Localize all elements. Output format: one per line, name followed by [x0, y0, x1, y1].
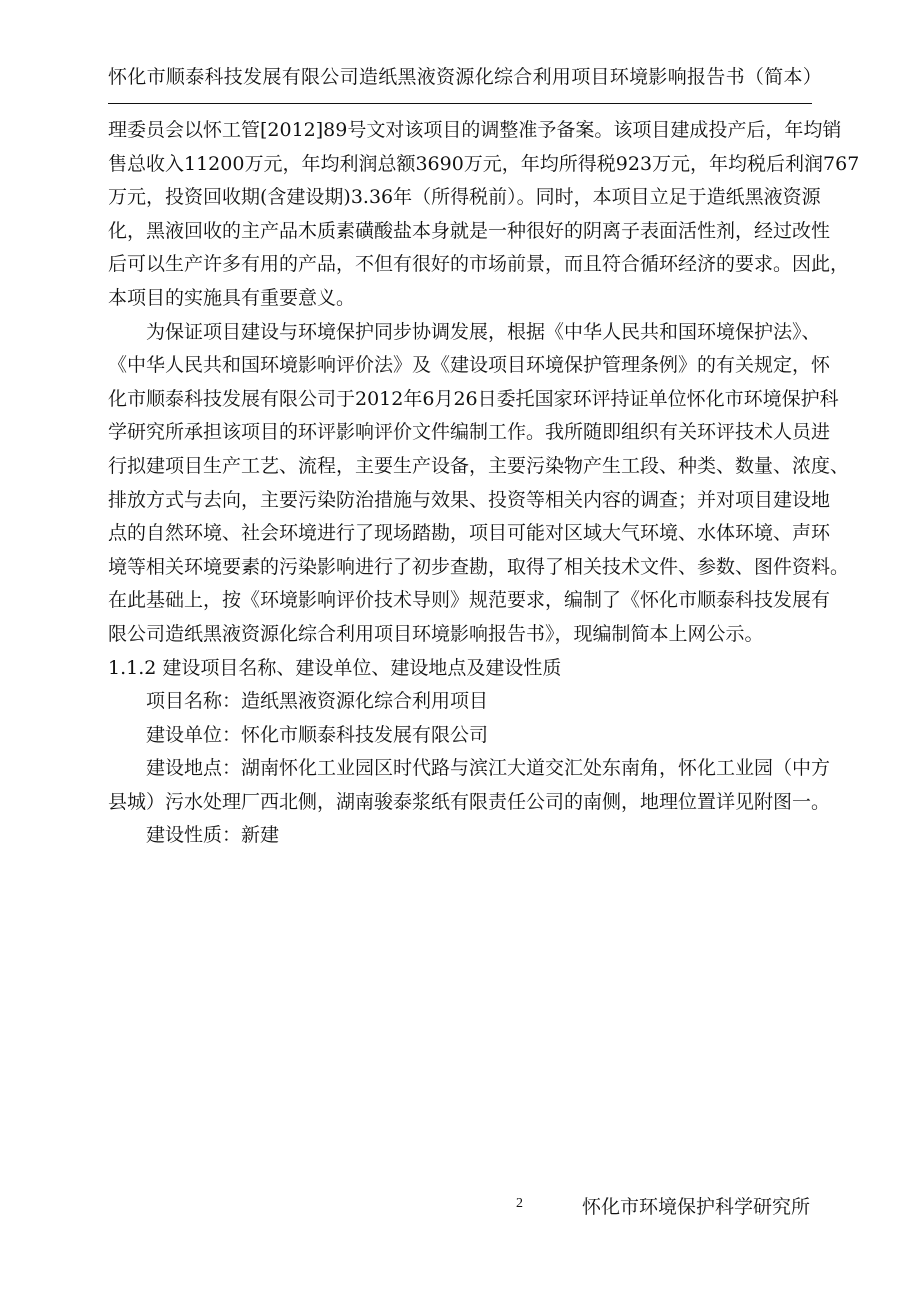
construction-nature: 建设性质：新建: [146, 824, 280, 847]
text-line: 排放方式与去向，主要污染防治措施与效果、投资等相关内容的调查；并对项目建设地: [108, 488, 831, 511]
text-line: 在此基础上，按《环境影响评价技术导则》规范要求，编制了《怀化市顺泰科技发展有: [108, 589, 831, 612]
text-line: 建设地点：湖南怀化工业园区时代路与滨江大道交汇处东南角，怀化工业园（中方: [146, 757, 831, 780]
text-line: 理委员会以怀工管[2012]89号文对该项目的调整准予备案。该项目建成投产后，年均销: [108, 119, 842, 141]
construction-unit: 建设单位：怀化市顺泰科技发展有限公司: [146, 723, 489, 746]
paragraph-eia-commission: [108, 316, 850, 652]
text-line: 为保证项目建设与环境保护同步协调发展，根据《中华人民共和国环境保护法》、: [146, 320, 821, 343]
text-line: 售总收入11200万元，年均利润总额3690万元，年均所得税923万元，年均税后利润767: [108, 152, 860, 175]
text-line: 化市顺泰科技发展有限公司于2012年6月26日委托国家环评持证单位怀化市环境保护科: [108, 387, 839, 410]
text-line: 《中华人民共和国环境影响评价法》及《建设项目环境保护管理条例》的有关规定，怀: [108, 354, 831, 377]
project-name: 项目名称：造纸黑液资源化综合利用项目: [146, 690, 489, 713]
text-line: 县城）污水处理厂西北侧，湖南骏泰浆纸有限责任公司的南侧，地理位置详见附图一。: [108, 790, 831, 813]
header-divider: [108, 103, 812, 104]
document-body: [108, 114, 860, 853]
page-number: 2: [516, 1196, 523, 1211]
paragraph-project-approval: [108, 114, 860, 316]
construction-location: [108, 752, 831, 819]
text-line: 点的自然环境、社会环境进行了现场踏勘，项目可能对区域大气环境、水体环境、声环: [108, 522, 831, 545]
text-line: 境等相关环境要素的污染影响进行了初步查勘，取得了相关技术文件、参数、图件资料。: [108, 555, 850, 578]
page-header-title: 怀化市顺泰科技发展有限公司造纸黑液资源化综合利用项目环境影响报告书（简本）: [108, 66, 823, 88]
text-line: 行拟建项目生产工艺、流程，主要生产设备，主要污染物产生工段、种类、数量、浓度、: [108, 454, 850, 477]
text-line: 后可以生产许多有用的产品，不但有很好的市场前景，而且符合循环经济的要求。因此，: [108, 253, 850, 276]
footer-organization: 怀化市环境保护科学研究所: [582, 1196, 811, 1218]
text-line: 限公司造纸黑液资源化综合利用项目环境影响报告书》，现编制简本上网公示。: [108, 622, 764, 645]
section-heading: 1.1.2 建设项目名称、建设单位、建设地点及建设性质: [108, 656, 562, 679]
text-line: 学研究所承担该项目的环评影响评价文件编制工作。我所随即组织有关环评技术人员进: [108, 421, 831, 444]
text-line: 万元，投资回收期(含建设期)3.36年（所得税前）。同时，本项目立足于造纸黑液资源: [108, 186, 821, 209]
text-line: 本项目的实施具有重要意义。: [108, 286, 356, 309]
text-line: 化，黑液回收的主产品木质素磺酸盐本身就是一种很好的阴离子表面活性剂，经过改性: [108, 219, 831, 242]
